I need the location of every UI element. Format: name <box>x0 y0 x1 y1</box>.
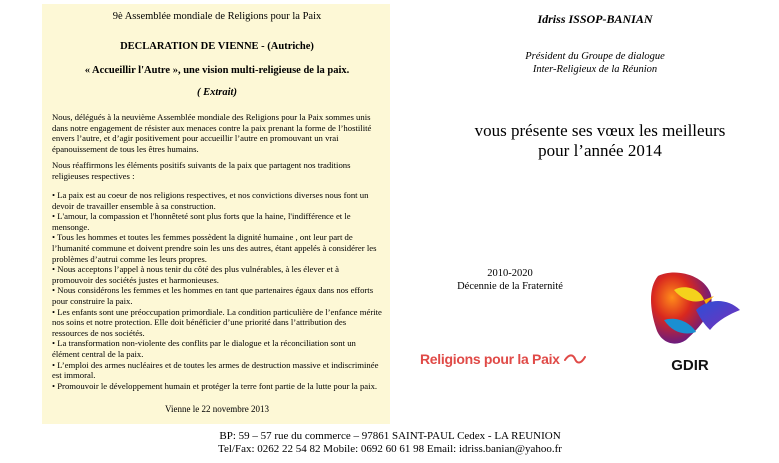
decade-label: Décennie de la Fraternité <box>457 280 563 292</box>
role-line: Inter-Religieux de la Réunion <box>532 63 658 75</box>
greeting-line: pour l’année 2014 <box>538 141 662 160</box>
intro-paragraph: Nous, délégués à la neuvième Assemblée mondiale des Religions pour la Paix sommes unis dans notre engagement de résister aux menaces contre la paix prenant la forme de l’hostilité envers l’autre, et d’agir positivement pour accueillir l’autre en promouvant un vrai épanouissement de tous les êtres humains. <box>52 112 372 154</box>
bullet-item: • L'amour, la compassion et l'honnêteté sont plus forts que la haine, l'indifférence et le mensonge. <box>52 211 351 232</box>
bullet-item: • L’emploi des armes nucléaires et de toutes les armes de destruction massive et indiscriminée est immoral. <box>52 359 379 381</box>
reaffirm-paragraph: Nous réaffirmons les éléments positifs suivants de la paix que partagent nos traditions religieuses respectives : <box>52 160 351 181</box>
bullet-item: • Promouvoir le développement humain et protéger la terre font partie de la lutte pour la paix. <box>52 380 378 391</box>
declaration-panel <box>42 4 390 424</box>
footer-contact <box>120 430 660 456</box>
author-role <box>470 51 720 76</box>
address-line: BP: 59 – 57 rue du commerce – 97861 SAINT-PAUL Cedex - LA REUNION <box>219 430 561 442</box>
religions-pour-la-paix-logo <box>420 351 586 367</box>
bullet-item: • Nous acceptons l’appel à nous tenir du côté des plus vulnérables, à les élever et à promouvoir des sociétés justes et harmonieuses. <box>52 264 339 285</box>
bullet-list <box>52 190 382 391</box>
bullet-item: • La paix est au coeur de nos religions respectives, et nos convictions diverses nous font un devoir de travailler ensemble à sa construction. <box>52 190 369 211</box>
bullet-item: • La transformation non-violente des conflits par le dialogue et la réconciliation sont un élément central de la paix. <box>52 338 356 359</box>
declaration-title: DECLARATION DE VIENNE - (Autriche) <box>120 41 314 52</box>
rpp-logo-text: Religions pour la Paix <box>420 351 560 367</box>
gdir-logo-text: GDIR <box>671 357 709 374</box>
bullet-item: • Tous les hommes et toutes les femmes possèdent la dignité humaine , ont leur part de l’humanité commune et doivent prendre soin les uns des autres, étant appelés à considérer les problèmes d’autrui comme les leurs propres. <box>52 232 377 264</box>
dove-logo-icon <box>644 270 744 350</box>
role-line: Président du Groupe de dialogue <box>525 51 665 62</box>
contact-line: Tel/Fax: 0262 22 54 82 Mobile: 0692 60 61 98 Email: idriss.banian@yahoo.fr <box>218 443 562 455</box>
declaration-subtitle: « Accueillir l'Autre », une vision multi-religieuse de la paix. <box>84 65 350 76</box>
greeting-line: vous présente ses vœux les meilleurs <box>474 121 726 140</box>
author-name: Idriss ISSOP-BANIAN <box>537 12 653 26</box>
greeting-message <box>440 121 760 161</box>
bullet-item: • Nous considérons les femmes et les hommes en tant que partenaires égaux dans nos efforts pour construire la paix. <box>52 285 374 306</box>
wave-icon <box>564 353 586 365</box>
decade-block <box>410 268 610 293</box>
signature-date: Vienne le 22 novembre 2013 <box>165 404 269 414</box>
assembly-title: 9è Assemblée mondiale de Religions pour la Paix <box>112 11 322 22</box>
decade-years: 2010-2020 <box>487 268 533 279</box>
bullet-item: • Les enfants sont une préoccupation primordiale. La condition particulière de l’enfance mérite nos soins et notre protection. Elle doit bénéficier d’une priorité dans l’attribution des ressources de nos sociétés. <box>52 306 382 338</box>
extract-label: ( Extrait) <box>197 87 237 98</box>
